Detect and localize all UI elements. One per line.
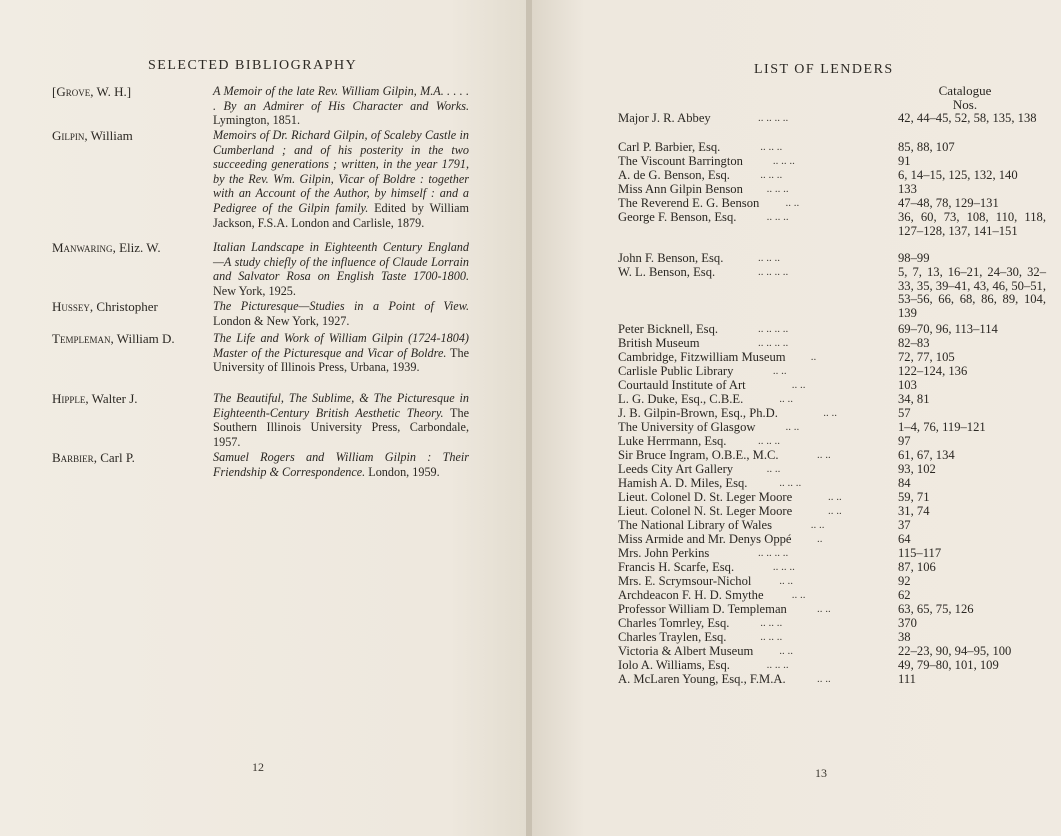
lender-name: The Viscount Barrington bbox=[618, 154, 743, 168]
bibliography-citation bbox=[213, 391, 469, 449]
bibliography-citation bbox=[213, 331, 469, 375]
catalogue-numbers: 122–124, 136 bbox=[898, 364, 968, 378]
catalogue-numbers: 47–48, 78, 129–131 bbox=[898, 196, 999, 210]
catalogue-numbers: 36, 60, 73, 108, 110, 118, 127–128, 137, 141–151 bbox=[898, 210, 1046, 238]
catalogue-numbers: 93, 102 bbox=[898, 462, 936, 476]
catalogue-numbers: 6, 14–15, 125, 132, 140 bbox=[898, 168, 1018, 182]
catalogue-numbers: 61, 67, 134 bbox=[898, 448, 955, 462]
lender-name: Peter Bicknell, Esq. bbox=[618, 322, 719, 336]
catalogue-numbers: 22–23, 90, 94–95, 100 bbox=[898, 644, 1012, 658]
lender-name: Sir Bruce Ingram, O.B.E., M.C. bbox=[618, 448, 779, 462]
author-surname: Manwaring bbox=[52, 240, 113, 255]
lender-name: British Museum bbox=[618, 336, 700, 350]
bibliography-citation bbox=[213, 128, 469, 230]
lender-name: Charles Traylen, Esq. bbox=[618, 630, 727, 644]
leader-dots: .. .. .. bbox=[758, 252, 780, 264]
leader-dots: .. .. bbox=[823, 407, 838, 419]
catalogue-numbers: 42, 44–45, 52, 58, 135, 138 bbox=[898, 111, 1037, 125]
lender-name: L. G. Duke, Esq., C.B.E. bbox=[618, 392, 744, 406]
bibliography-citation bbox=[213, 299, 469, 328]
work-title: The Picturesque—Studies in a Point of View. bbox=[213, 299, 469, 313]
catalogue-numbers: 1–4, 76, 119–121 bbox=[898, 420, 986, 434]
catalogue-numbers: 133 bbox=[898, 182, 917, 196]
lender-name: Miss Armide and Mr. Denys Oppé bbox=[618, 532, 792, 546]
lender-name: Mrs. John Perkins bbox=[618, 546, 710, 560]
catalogue-numbers: 115–117 bbox=[898, 546, 942, 560]
author-forename: , William bbox=[84, 128, 133, 143]
catalogue-numbers: 97 bbox=[898, 434, 911, 448]
catalogue-numbers: 82–83 bbox=[898, 336, 930, 350]
lender-name: Lieut. Colonel D. St. Leger Moore bbox=[618, 490, 793, 504]
catalogue-numbers: 69–70, 96, 113–114 bbox=[898, 322, 998, 336]
leader-dots: .. .. .. .. bbox=[758, 266, 789, 278]
bibliography-citation bbox=[213, 240, 469, 298]
author-prefix: [ bbox=[52, 84, 57, 99]
author-forename: , Christopher bbox=[89, 299, 158, 314]
catalogue-numbers: 49, 79–80, 101, 109 bbox=[898, 658, 999, 672]
catalogue-numbers: 111 bbox=[898, 672, 916, 686]
left-page bbox=[0, 0, 528, 836]
lender-name: Professor William D. Templeman bbox=[618, 602, 787, 616]
lender-name: A. McLaren Young, Esq., F.M.A. bbox=[618, 672, 786, 686]
catalogue-numbers: 37 bbox=[898, 518, 911, 532]
catalogue-numbers: 91 bbox=[898, 154, 911, 168]
lender-name: Courtauld Institute of Art bbox=[618, 378, 746, 392]
lender-name: Francis H. Scarfe, Esq. bbox=[618, 560, 735, 574]
leader-dots: .. .. .. bbox=[766, 183, 789, 195]
catalogue-numbers: 103 bbox=[898, 378, 917, 392]
leader-dots: .. .. .. bbox=[758, 435, 780, 447]
author-surname: Grove bbox=[56, 84, 91, 99]
author-surname: Barbier bbox=[52, 450, 94, 465]
catalogue-header-line1: Catalogue bbox=[938, 83, 992, 98]
publication-details: London & New York, 1927. bbox=[213, 313, 350, 328]
leader-dots: .. .. .. bbox=[766, 659, 789, 671]
lender-name: Mrs. E. Scrymsour-Nichol bbox=[618, 574, 752, 588]
lender-name: The Reverend E. G. Benson bbox=[618, 196, 760, 210]
bibliography-author bbox=[52, 299, 202, 315]
catalogue-numbers: 98–99 bbox=[898, 251, 930, 265]
lender-name: Leeds City Art Gallery bbox=[618, 462, 734, 476]
author-forename: , W. H.] bbox=[90, 84, 132, 99]
lender-name: John F. Benson, Esq. bbox=[618, 251, 724, 265]
publication-details: Edited by William Jackson, F.S.A. London and Carlisle, 1879. bbox=[213, 200, 469, 230]
author-surname: Templeman bbox=[52, 331, 111, 346]
publication-details: London, 1959. bbox=[365, 464, 440, 479]
catalogue-nos-header bbox=[915, 84, 1015, 112]
publication-details: The University of Illinois Press, Urbana, 1939. bbox=[213, 345, 469, 375]
publication-details: Lymington, 1851. bbox=[213, 113, 301, 128]
catalogue-numbers: 62 bbox=[898, 588, 911, 602]
bibliography-author bbox=[52, 84, 202, 100]
publication-details: The Southern Illinois University Press, Carbondale, 1957. bbox=[213, 405, 469, 449]
lender-name: The University of Glasgow bbox=[618, 420, 756, 434]
lender-name: Luke Herrmann, Esq. bbox=[618, 434, 727, 448]
lender-name: Archdeacon F. H. D. Smythe bbox=[618, 588, 764, 602]
lender-name: Lieut. Colonel N. St. Leger Moore bbox=[618, 504, 793, 518]
lender-name: Iolo A. Williams, Esq. bbox=[618, 658, 730, 672]
right-page bbox=[532, 0, 1061, 836]
leader-dots: .. .. .. bbox=[760, 169, 783, 181]
lender-name: Major J. R. Abbey bbox=[618, 111, 711, 125]
lender-name: J. B. Gilpin-Brown, Esq., Ph.D. bbox=[618, 406, 778, 420]
author-forename: , Carl P. bbox=[93, 450, 135, 465]
leader-dots: .. .. bbox=[828, 505, 842, 517]
catalogue-numbers: 64 bbox=[898, 532, 911, 546]
leader-dots: .. .. .. bbox=[760, 631, 783, 643]
leader-dots: .. .. .. .. bbox=[758, 547, 789, 559]
leader-dots: .. .. bbox=[828, 491, 842, 503]
leader-dots: .. .. bbox=[766, 463, 781, 475]
leader-dots: .. .. bbox=[810, 519, 825, 531]
catalogue-header-line2: Nos. bbox=[952, 97, 978, 112]
leader-dots: .. .. bbox=[817, 603, 831, 615]
bibliography-citation bbox=[213, 84, 469, 128]
lender-name: Miss Ann Gilpin Benson bbox=[618, 182, 743, 196]
leader-dots: .. .. .. bbox=[772, 561, 795, 573]
catalogue-numbers: 31, 74 bbox=[898, 504, 930, 518]
catalogue-numbers: 85, 88, 107 bbox=[898, 140, 955, 154]
leader-dots: .. .. .. .. bbox=[758, 323, 789, 335]
leader-dots: .. .. bbox=[785, 197, 800, 209]
leader-dots: .. .. bbox=[779, 393, 793, 405]
catalogue-numbers: 72, 77, 105 bbox=[898, 350, 955, 364]
catalogue-numbers: 370 bbox=[898, 616, 917, 630]
lender-name: Cambridge, Fitzwilliam Museum bbox=[618, 350, 786, 364]
page-number-left: 12 bbox=[252, 760, 264, 774]
leader-dots: .. bbox=[810, 351, 817, 363]
catalogue-numbers: 5, 7, 13, 16–21, 24–30, 32–33, 35, 39–41, 43, 46, 50–51, 53–56, 66, 68, 86, 89, 104, 139 bbox=[898, 265, 1046, 320]
bibliography-author bbox=[52, 331, 202, 347]
catalogue-numbers: 59, 71 bbox=[898, 490, 930, 504]
lender-name: Victoria & Albert Museum bbox=[618, 644, 754, 658]
author-forename: , Walter J. bbox=[85, 391, 138, 406]
catalogue-numbers: 38 bbox=[898, 630, 911, 644]
author-surname: Hussey bbox=[52, 299, 90, 314]
lender-name: George F. Benson, Esq. bbox=[618, 210, 737, 224]
catalogue-numbers: 84 bbox=[898, 476, 911, 490]
lenders-heading: LIST OF LENDERS bbox=[754, 62, 894, 77]
work-title: Memoirs of Dr. Richard Gilpin, of Scaleby Castle in Cumberland ; and of his posterity in the two succeeding generations ; written, in the year 1791, by the Rev. Wm. Gilpin, Vicar of Boldre : together with an Account of the Author, by himself : and a Pedigree of the Gilpin family. bbox=[213, 128, 469, 215]
leader-dots: .. bbox=[817, 533, 823, 545]
leader-dots: .. .. .. .. bbox=[758, 337, 789, 349]
catalogue-numbers: 34, 81 bbox=[898, 392, 930, 406]
author-forename: , William D. bbox=[110, 331, 175, 346]
work-title: Italian Landscape in Eighteenth Century England —A study chiefly of the influence of Claude Lorrain and Salvator Rosa on English Taste 1700-1800. bbox=[213, 240, 469, 284]
bibliography-author bbox=[52, 450, 202, 466]
catalogue-numbers: 57 bbox=[898, 406, 911, 420]
leader-dots: .. .. bbox=[791, 379, 806, 391]
leader-dots: .. .. bbox=[791, 589, 806, 601]
leader-dots: .. .. bbox=[817, 673, 831, 685]
leader-dots: .. .. bbox=[817, 449, 831, 461]
lender-name: A. de G. Benson, Esq. bbox=[618, 168, 730, 182]
lender-name: The National Library of Wales bbox=[618, 518, 773, 532]
catalogue-numbers: 92 bbox=[898, 574, 911, 588]
work-title: A Memoir of the late Rev. William Gilpin, M.A. . . . . . By an Admirer of His Character and Works. bbox=[213, 84, 469, 113]
catalogue-numbers: 63, 65, 75, 126 bbox=[898, 602, 974, 616]
leader-dots: .. .. bbox=[779, 645, 793, 657]
bibliography-heading: SELECTED BIBLIOGRAPHY bbox=[148, 58, 358, 73]
bibliography-citation bbox=[213, 450, 469, 479]
leader-dots: .. .. .. bbox=[760, 617, 783, 629]
lender-name: Carlisle Public Library bbox=[618, 364, 734, 378]
leader-dots: .. .. .. bbox=[779, 477, 802, 489]
work-title: Samuel Rogers and William Gilpin : Their Friendship & Correspondence. bbox=[213, 450, 469, 479]
bibliography-author bbox=[52, 391, 202, 407]
lender-name: Carl P. Barbier, Esq. bbox=[618, 140, 721, 154]
bibliography-author bbox=[52, 128, 202, 144]
work-title: The Life and Work of William Gilpin (1724-1804) Master of the Picturesque and Vicar of Boldre. bbox=[213, 331, 469, 360]
leader-dots: .. .. .. .. bbox=[758, 112, 789, 124]
author-surname: Gilpin bbox=[52, 128, 85, 143]
work-title: The Beautiful, The Sublime, & The Picturesque in Eighteenth-Century British Aesthetic Theory. bbox=[213, 391, 469, 420]
leader-dots: .. .. bbox=[785, 421, 800, 433]
leader-dots: .. .. .. bbox=[760, 141, 783, 153]
leader-dots: .. .. bbox=[779, 575, 793, 587]
lender-name: Hamish A. D. Miles, Esq. bbox=[618, 476, 748, 490]
leader-dots: .. .. .. bbox=[766, 211, 789, 223]
author-surname: Hipple bbox=[52, 391, 86, 406]
page-number-right: 13 bbox=[815, 766, 827, 780]
catalogue-numbers: 87, 106 bbox=[898, 560, 936, 574]
leader-dots: .. .. bbox=[772, 365, 787, 377]
lender-name: Charles Tomrley, Esq. bbox=[618, 616, 730, 630]
leader-dots: .. .. .. bbox=[772, 155, 795, 167]
author-forename: , Eliz. W. bbox=[112, 240, 161, 255]
publication-details: New York, 1925. bbox=[213, 283, 296, 298]
bibliography-author bbox=[52, 240, 202, 256]
lender-name: W. L. Benson, Esq. bbox=[618, 265, 716, 279]
